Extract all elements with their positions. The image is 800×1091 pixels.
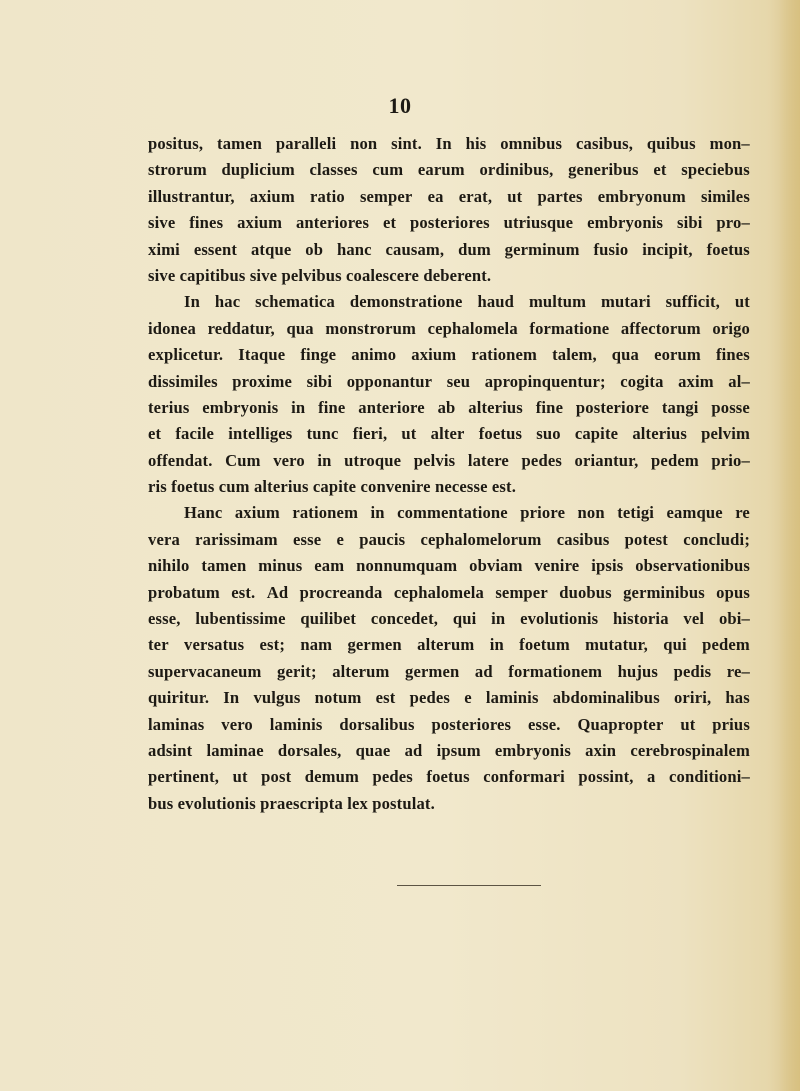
body-text	[148, 131, 750, 817]
text-line: adsint laminae dorsales, quae ad ipsum embryonis axin cerebrospinalem	[148, 740, 750, 760]
text-line: dissimiles proxime sibi opponantur seu apropinquentur; cogita axim al–	[148, 371, 750, 391]
text-line: Hanc axium rationem in commentatione priore non tetigi eamque re	[184, 503, 750, 523]
page-number: 10	[388, 93, 412, 118]
text-line: nihilo tamen minus eam nonnumquam obviam venire ipsis observationibus	[148, 556, 750, 576]
text-line: ximi essent atque ob hanc causam, dum germinum fusio incipit, foetus	[148, 239, 750, 259]
text-line: et facile intelliges tunc fieri, ut alter foetus suo capite alterius pelvim	[148, 424, 750, 444]
text-line: probatum est. Ad procreanda cephalomela semper duobus germinibus opus	[148, 582, 750, 602]
text-line: terius embryonis in fine anteriore ab alterius fine posteriore tangi posse	[148, 397, 750, 417]
text-line: bus evolutionis praescripta lex postulat.	[148, 793, 435, 813]
text-line: ris foetus cum alterius capite convenire necesse est.	[148, 477, 517, 497]
text-line: sive capitibus sive pelvibus coalescere deberent.	[148, 265, 492, 285]
text-line: vera rarissimam esse e paucis cephalomelorum casibus potest concludi;	[148, 529, 750, 549]
text-line: ter versatus est; nam germen alterum in foetum mutatur, qui pedem	[148, 635, 750, 655]
text-line: In hac schematica demonstratione haud multum mutari sufficit, ut	[184, 292, 750, 312]
text-line: esse, lubentissime quilibet concedet, qui in evolutionis historia vel obi–	[148, 609, 750, 629]
text-line: positus, tamen paralleli non sint. In his omnibus casibus, quibus mon–	[148, 134, 750, 153]
text-line: sive fines axium anteriores et posteriores utriusque embryonis sibi pro–	[148, 213, 750, 233]
text-line: offendat. Cum vero in utroque pelvis latere pedes oriantur, pedem prio–	[148, 450, 750, 470]
text-line: illustrantur, axium ratio semper ea erat, ut partes embryonum similes	[148, 186, 750, 206]
text-line: quiritur. In vulgus notum est pedes e laminis abdominalibus oriri, has	[148, 688, 750, 708]
page-edge-stain	[778, 0, 800, 1091]
text-line: supervacaneum gerit; alterum germen ad formationem hujus pedis re–	[148, 661, 750, 681]
text-line: pertinent, ut post demum pedes foetus conformari possint, a conditioni–	[148, 767, 750, 787]
end-rule	[397, 885, 541, 886]
text-line: laminas vero laminis dorsalibus posteriores esse. Quapropter ut prius	[148, 714, 750, 734]
text-line: explicetur. Itaque finge animo axium rationem talem, qua eorum fines	[148, 345, 750, 365]
text-line: strorum duplicium classes cum earum ordinibus, generibus et speciebus	[148, 160, 750, 180]
text-line: idonea reddatur, qua monstrorum cephalomela formatione affectorum origo	[148, 318, 750, 338]
